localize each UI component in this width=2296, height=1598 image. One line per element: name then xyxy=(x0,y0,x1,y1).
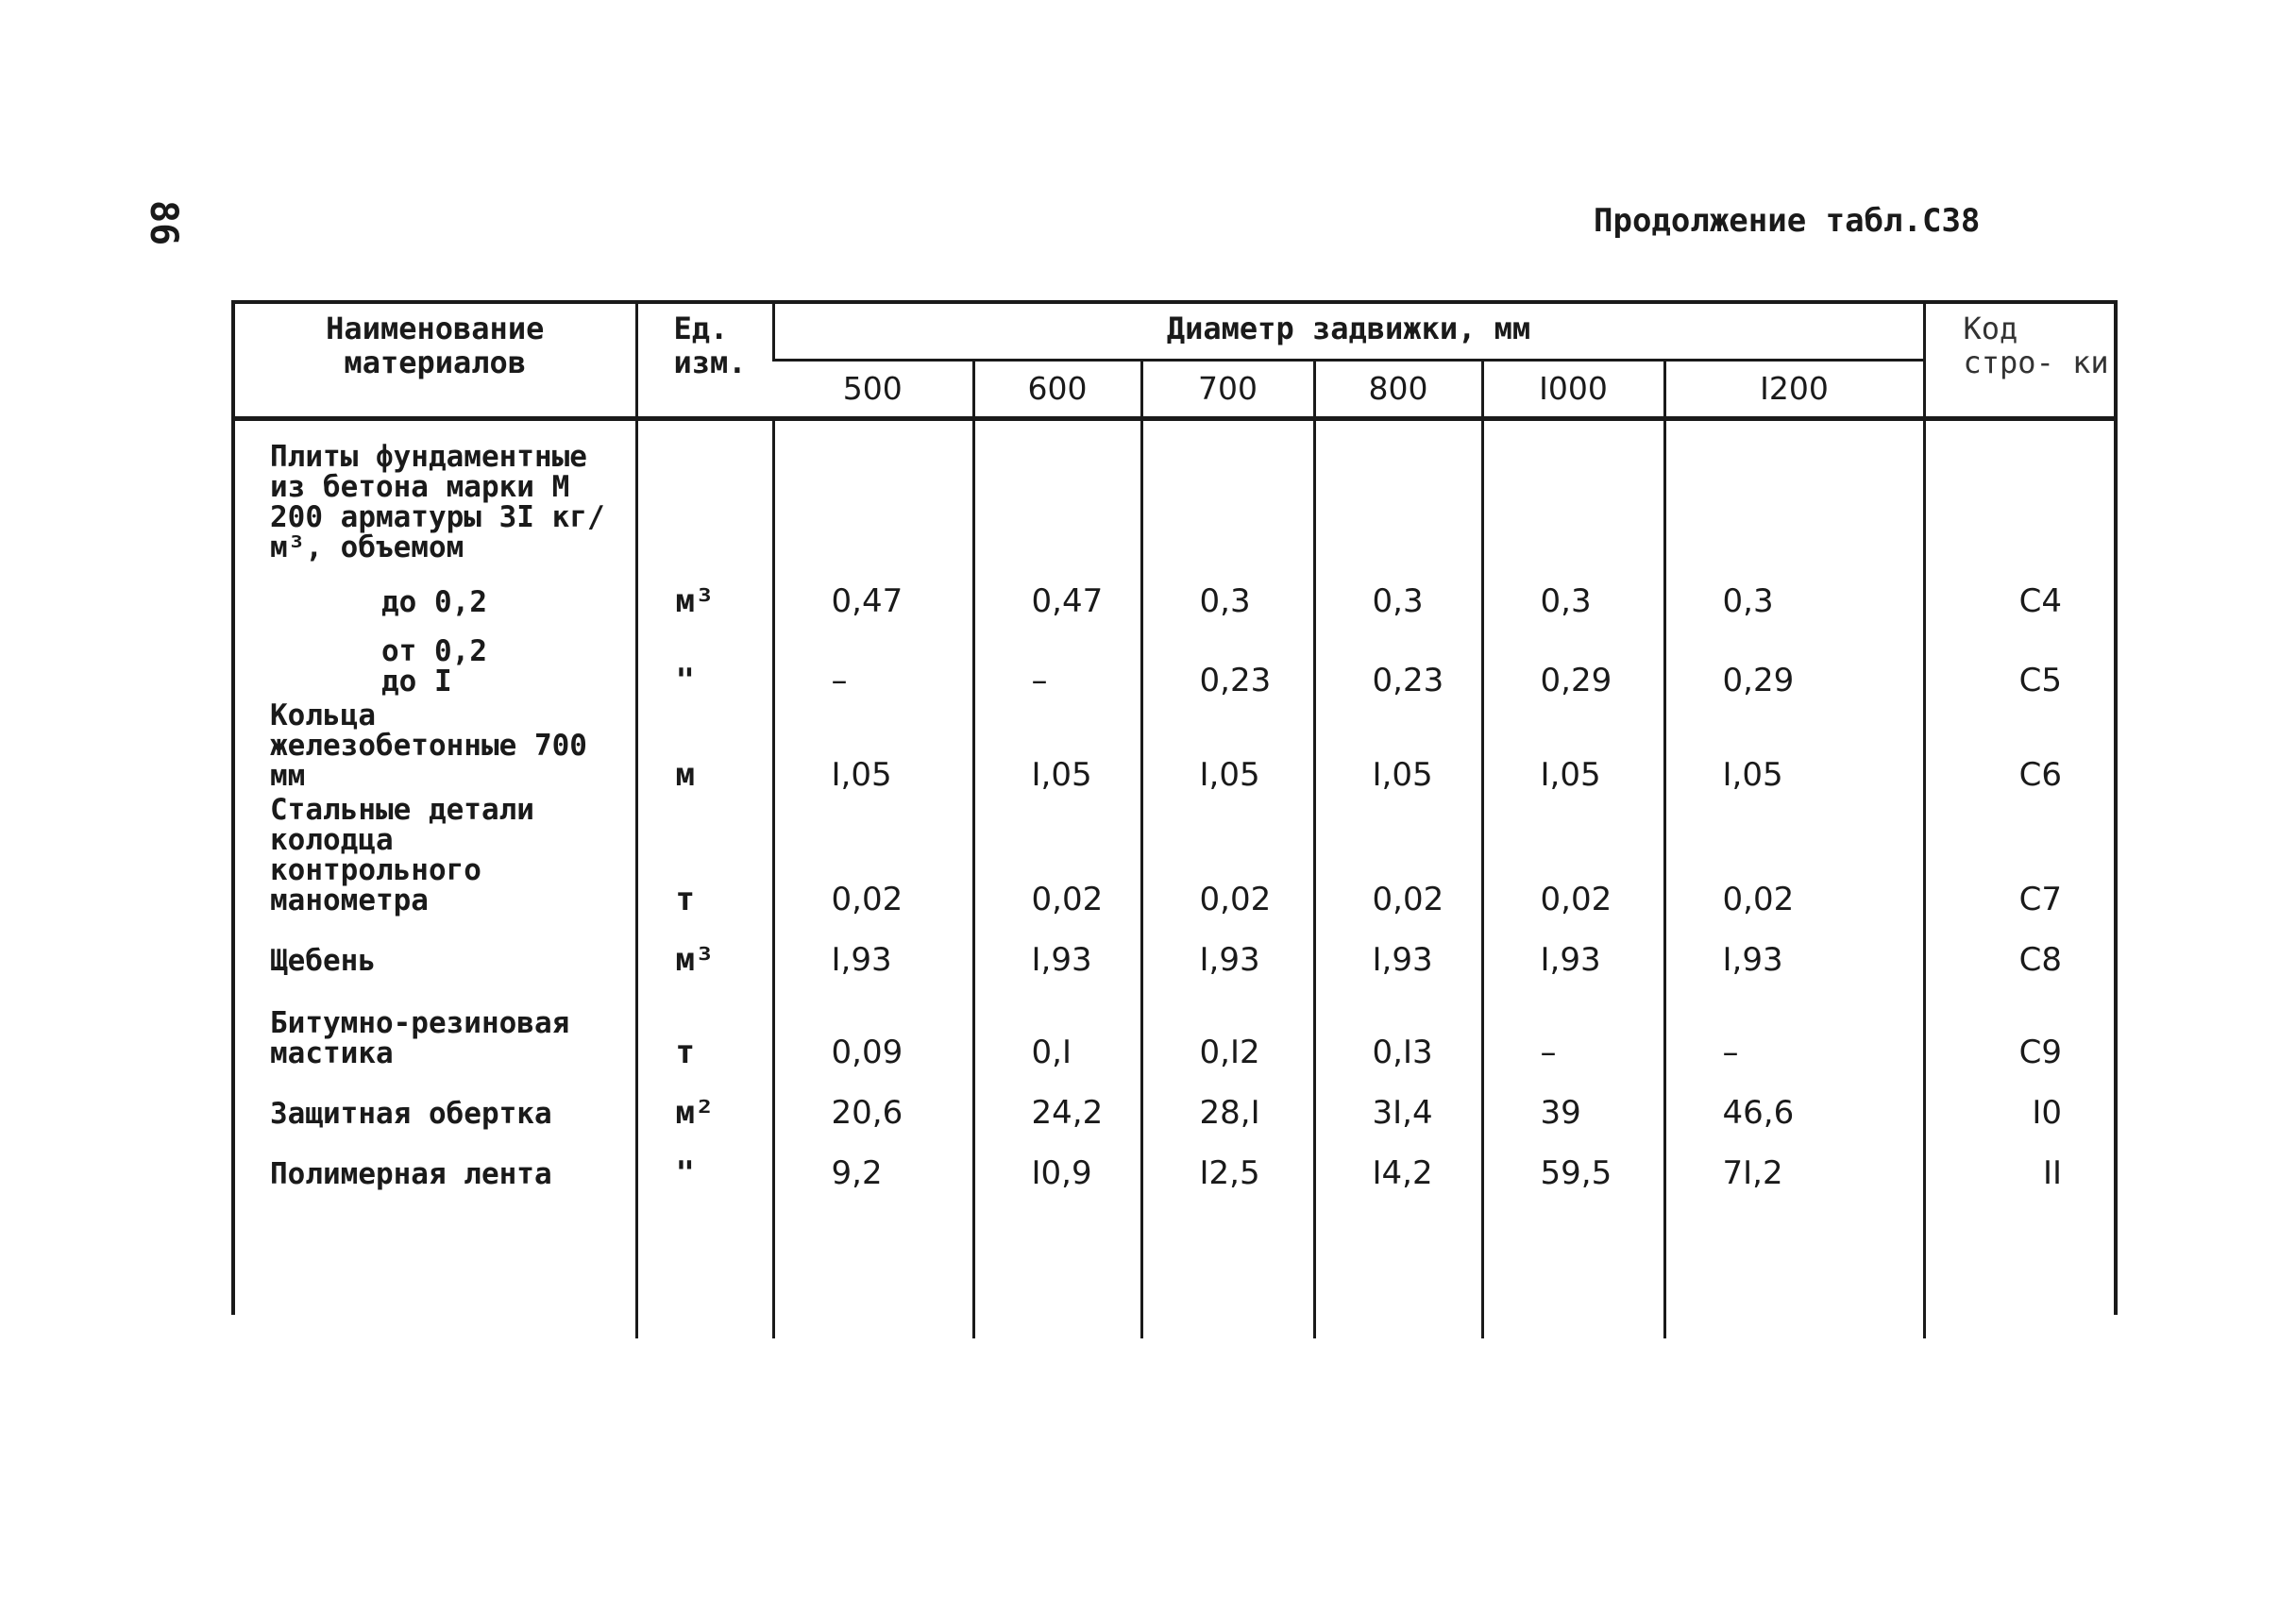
row-name: Полимерная лента xyxy=(270,1156,552,1191)
row-value-1200: I,93 xyxy=(1664,919,1924,980)
table-row xyxy=(235,621,2114,700)
header-material-name: Наименование материалов xyxy=(235,302,636,419)
header-diameter-500: 500 xyxy=(773,361,973,419)
row-name: Стальные детали колодца контрольного манометра xyxy=(270,792,534,917)
table-filler-row xyxy=(235,1193,2114,1338)
row-value-1200: 46,6 xyxy=(1664,1072,1924,1133)
row-name: Кольца железобетонные 700 мм xyxy=(270,698,587,793)
row-value-1200: 0,02 xyxy=(1664,795,1924,919)
row-value-1200: I,05 xyxy=(1664,700,1924,795)
row-code: С8 xyxy=(1924,919,2114,980)
row-value-800: I,93 xyxy=(1314,919,1482,980)
row-value-600: 0,I xyxy=(973,980,1141,1072)
header-row-code: Код стро- ки xyxy=(1924,302,2114,419)
table-row xyxy=(235,578,2114,621)
row-value-800: 0,I3 xyxy=(1314,980,1482,1072)
row-name: до 0,2 xyxy=(381,584,487,619)
header-diameter-1200: I200 xyxy=(1664,361,1924,419)
row-code: С9 xyxy=(1924,980,2114,1072)
row-value-1000: – xyxy=(1482,980,1664,1072)
row-code: С5 xyxy=(1924,621,2114,700)
row-value-800: I4,2 xyxy=(1314,1133,1482,1193)
row-value-700: I2,5 xyxy=(1141,1133,1314,1193)
row-name: Плиты фундаментные из бетона марки М 200 арматуры 3I кг/м³, объемом xyxy=(270,440,605,564)
row-value-600 xyxy=(973,419,1141,578)
row-value-700: 28,I xyxy=(1141,1072,1314,1133)
materials-table xyxy=(235,300,2114,1338)
header-diameter: Диаметр задвижки, мм xyxy=(773,302,1924,361)
row-value-500: 20,6 xyxy=(773,1072,973,1133)
row-value-600: 0,47 xyxy=(973,578,1141,621)
row-value-800 xyxy=(1314,419,1482,578)
row-name: Защитная обертка xyxy=(270,1096,552,1131)
row-unit xyxy=(636,419,773,578)
row-value-600: I,05 xyxy=(973,700,1141,795)
table-row xyxy=(235,700,2114,795)
row-value-600: – xyxy=(973,621,1141,700)
row-value-500: – xyxy=(773,621,973,700)
row-unit: м³ xyxy=(636,919,773,980)
row-code: С7 xyxy=(1924,795,2114,919)
table-row xyxy=(235,419,2114,578)
row-value-700: I,05 xyxy=(1141,700,1314,795)
row-unit: " xyxy=(636,621,773,700)
materials-table-frame xyxy=(231,300,2118,1315)
row-value-500: 0,09 xyxy=(773,980,973,1072)
row-value-500: 0,47 xyxy=(773,578,973,621)
row-value-800: 0,23 xyxy=(1314,621,1482,700)
row-value-1000: 0,29 xyxy=(1482,621,1664,700)
row-unit: т xyxy=(636,795,773,919)
row-value-1000: 39 xyxy=(1482,1072,1664,1133)
row-name: от 0,2 до I xyxy=(381,633,487,698)
row-value-1000: 0,02 xyxy=(1482,795,1664,919)
header-diameter-800: 800 xyxy=(1314,361,1482,419)
header-diameter-1000: I000 xyxy=(1482,361,1664,419)
page-number: 86 xyxy=(142,200,185,246)
row-value-800: 0,02 xyxy=(1314,795,1482,919)
row-name: Битумно-резиновая мастика xyxy=(270,1005,570,1070)
row-code: С6 xyxy=(1924,700,2114,795)
row-value-1200: 7I,2 xyxy=(1664,1133,1924,1193)
table-row xyxy=(235,1133,2114,1193)
row-value-1000: 0,3 xyxy=(1482,578,1664,621)
row-value-800: I,05 xyxy=(1314,700,1482,795)
table-row xyxy=(235,980,2114,1072)
row-code xyxy=(1924,419,2114,578)
row-value-600: 0,02 xyxy=(973,795,1141,919)
row-code: С4 xyxy=(1924,578,2114,621)
row-value-600: 24,2 xyxy=(973,1072,1141,1133)
header-diameter-600: 600 xyxy=(973,361,1141,419)
row-value-800: 0,3 xyxy=(1314,578,1482,621)
row-value-500 xyxy=(773,419,973,578)
header-diameter-700: 700 xyxy=(1141,361,1314,419)
row-value-1200: 0,3 xyxy=(1664,578,1924,621)
row-value-800: 3I,4 xyxy=(1314,1072,1482,1133)
table-row xyxy=(235,1072,2114,1133)
row-value-1000: I,93 xyxy=(1482,919,1664,980)
row-value-1000: 59,5 xyxy=(1482,1133,1664,1193)
row-value-700: I,93 xyxy=(1141,919,1314,980)
row-value-500: 0,02 xyxy=(773,795,973,919)
row-value-700 xyxy=(1141,419,1314,578)
row-value-500: I,05 xyxy=(773,700,973,795)
table-row xyxy=(235,795,2114,919)
row-value-700: 0,3 xyxy=(1141,578,1314,621)
table-row xyxy=(235,919,2114,980)
header-unit: Ед. изм. xyxy=(636,302,773,419)
row-value-500: 9,2 xyxy=(773,1133,973,1193)
row-value-700: 0,23 xyxy=(1141,621,1314,700)
row-unit: " xyxy=(636,1133,773,1193)
row-value-1000 xyxy=(1482,419,1664,578)
row-code: I0 xyxy=(1924,1072,2114,1133)
row-value-1000: I,05 xyxy=(1482,700,1664,795)
row-value-1200: – xyxy=(1664,980,1924,1072)
row-value-700: 0,02 xyxy=(1141,795,1314,919)
row-value-1200: 0,29 xyxy=(1664,621,1924,700)
row-value-600: I,93 xyxy=(973,919,1141,980)
row-unit: т xyxy=(636,980,773,1072)
table-continuation-title: Продолжение табл.С38 xyxy=(1594,202,1981,240)
row-unit: м³ xyxy=(636,578,773,621)
row-code: II xyxy=(1924,1133,2114,1193)
row-value-500: I,93 xyxy=(773,919,973,980)
row-unit: м² xyxy=(636,1072,773,1133)
row-value-600: I0,9 xyxy=(973,1133,1141,1193)
row-unit: м xyxy=(636,700,773,795)
row-name: Щебень xyxy=(270,943,376,978)
row-value-700: 0,I2 xyxy=(1141,980,1314,1072)
row-value-1200 xyxy=(1664,419,1924,578)
